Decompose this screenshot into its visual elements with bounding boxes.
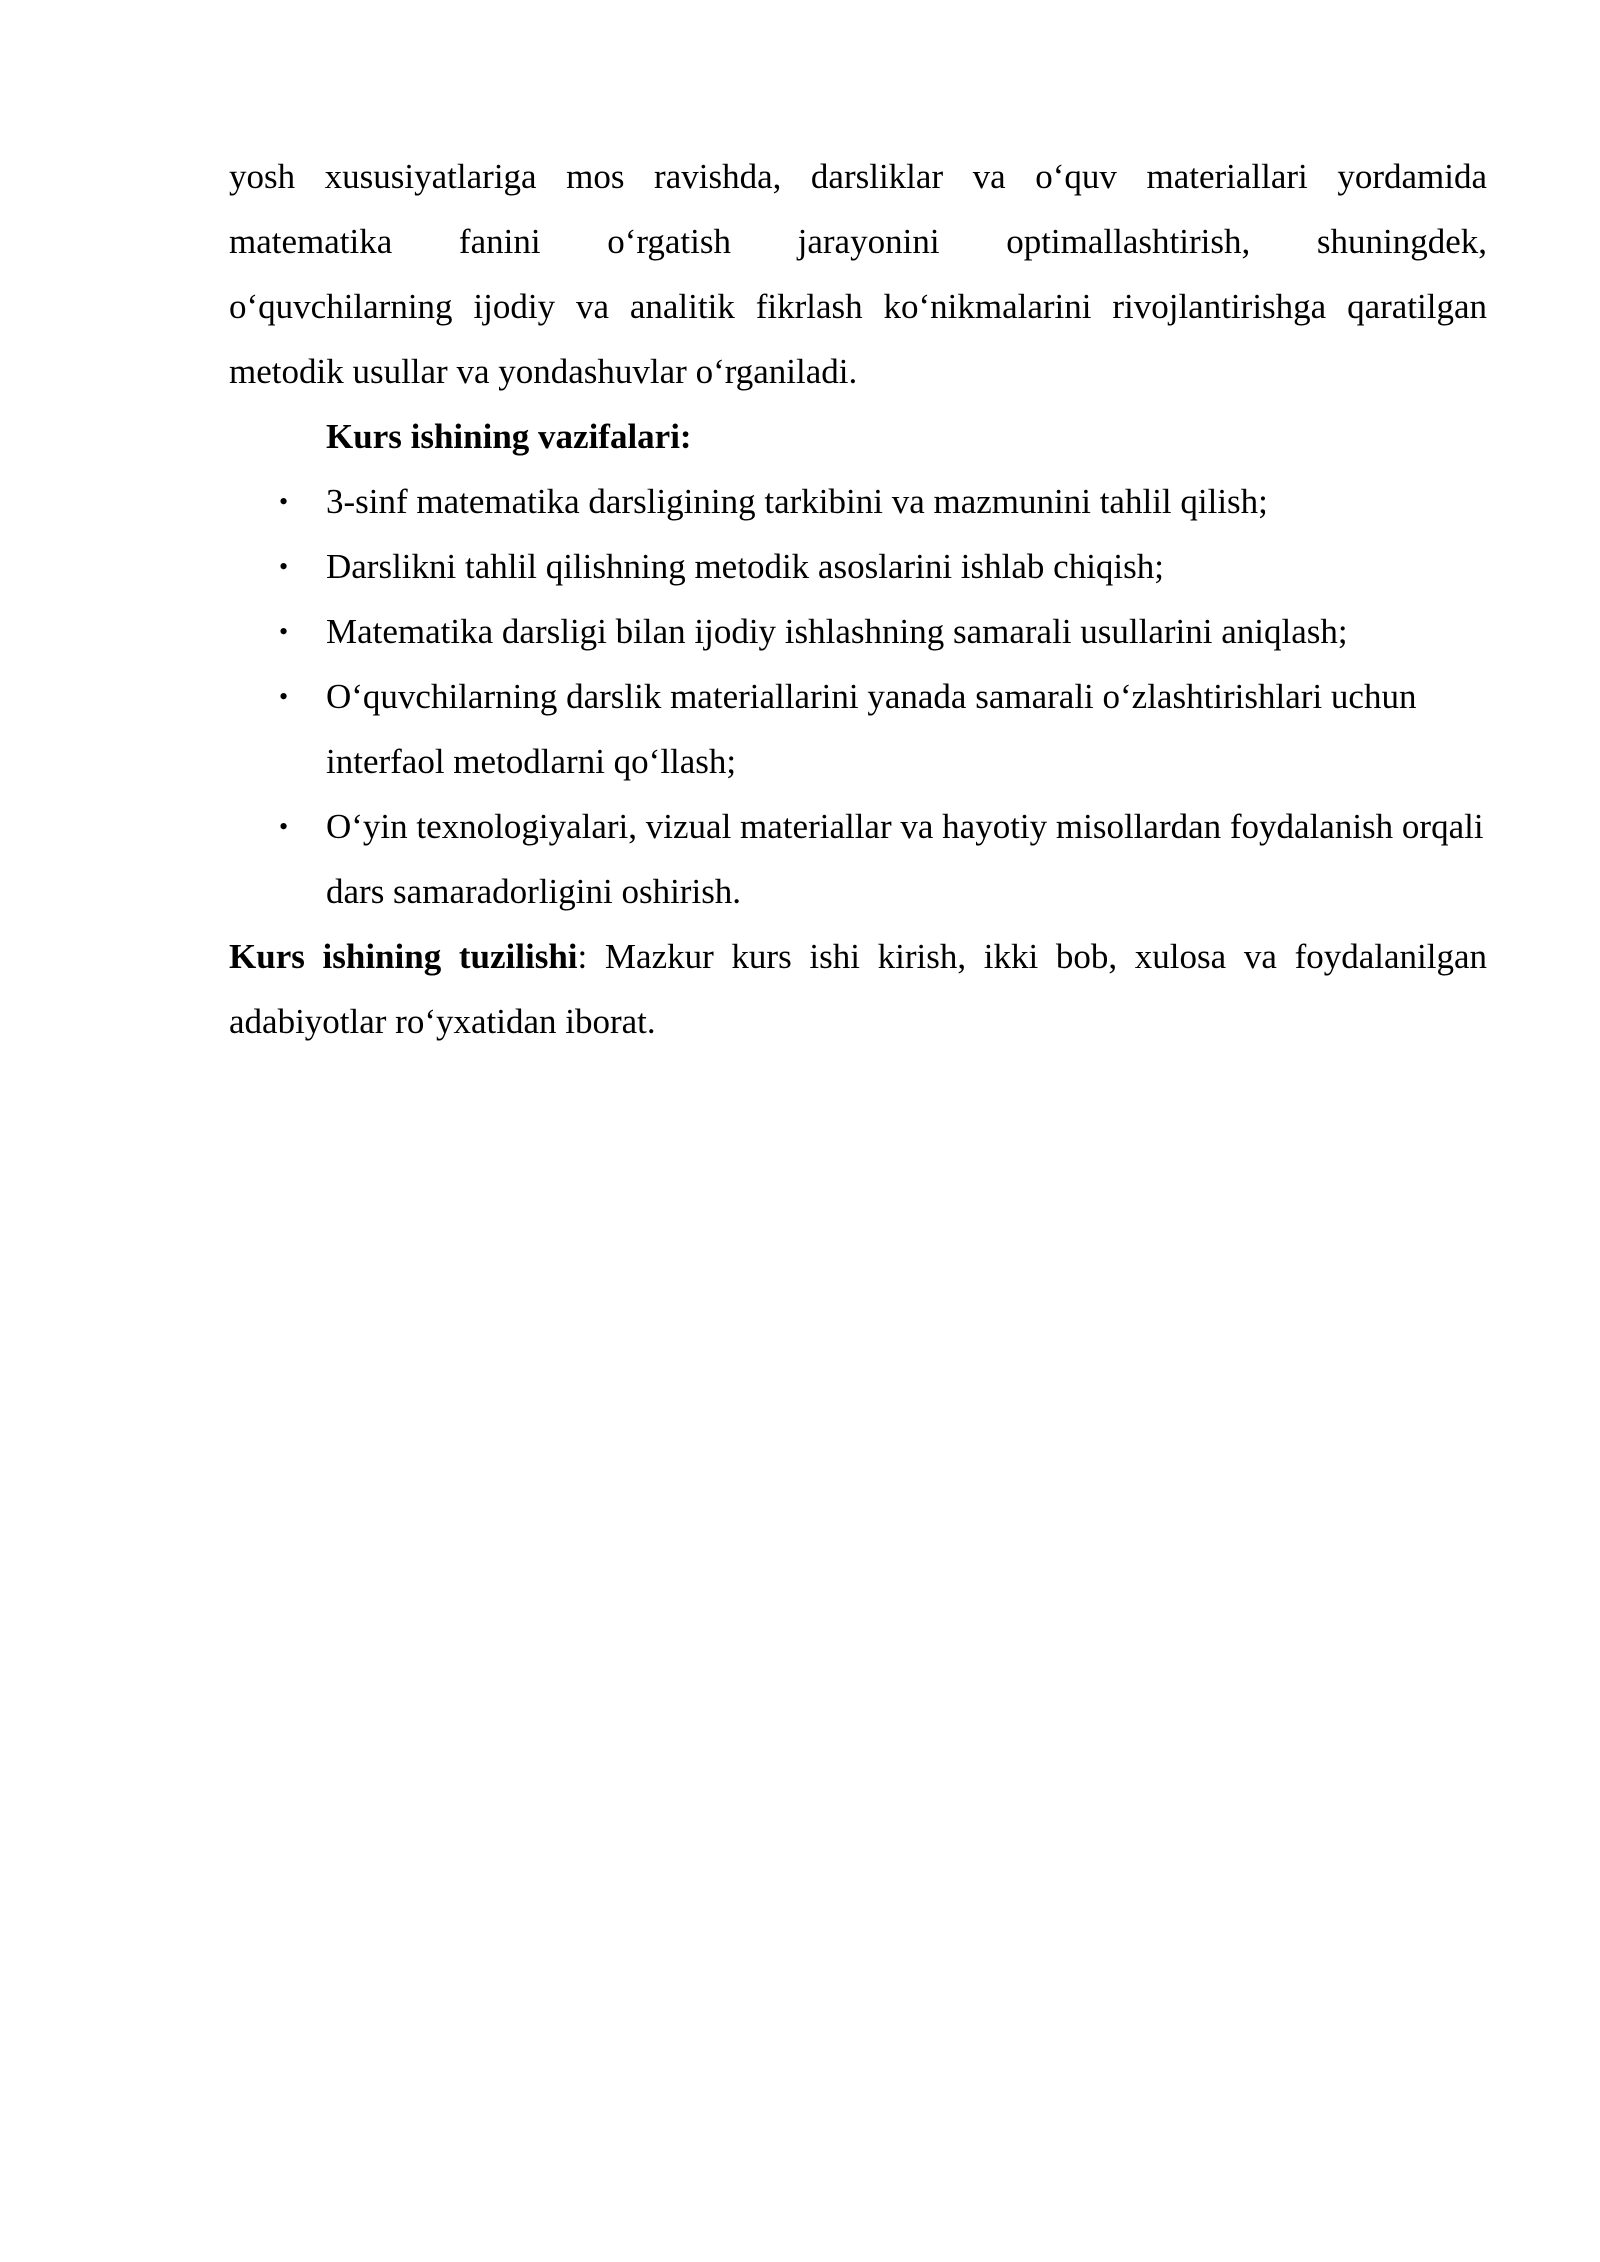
tasks-list bbox=[229, 469, 1487, 924]
bullet-icon: • bbox=[279, 617, 289, 646]
intro-line-2: matematika fanini o‘rgatish jarayonini optimallashtirish, shuningdek, bbox=[229, 222, 1487, 261]
structure-paragraph bbox=[229, 924, 1487, 1054]
intro-line-3: o‘quvchilarning ijodiy va analitik fikrlash ko‘nikmalarini rivojlantirishga qaratilgan bbox=[229, 287, 1487, 326]
bullet-icon: • bbox=[279, 552, 289, 581]
list-item bbox=[229, 534, 1506, 599]
list-item bbox=[229, 469, 1506, 534]
page-content bbox=[229, 144, 1487, 1054]
tasks-heading: Kurs ishining vazifalari: bbox=[326, 417, 692, 456]
structure-line-2: adabiyotlar ro‘yxatidan iborat. bbox=[229, 1002, 656, 1041]
list-item-text: Darslikni tahlil qilishning metodik asoslarini ishlab chiqish; bbox=[326, 547, 1164, 586]
bullet-icon: • bbox=[279, 487, 289, 516]
list-item-text: O‘yin texnologiyalari, vizual materiallar va hayotiy misollardan foydalanish orqali dars samaradorligini oshirish. bbox=[326, 807, 1484, 911]
structure-line-1 bbox=[229, 924, 1487, 989]
list-item-text: 3-sinf matematika darsligining tarkibini va mazmunini tahlil qilish; bbox=[326, 482, 1268, 521]
bullet-icon: • bbox=[279, 682, 289, 711]
list-item bbox=[229, 599, 1506, 664]
list-item-text: O‘quvchilarning darslik materiallarini yanada samarali o‘zlashtirishlari uchun interfaol metodlarni qo‘llash; bbox=[326, 677, 1417, 781]
intro-line-4: metodik usullar va yondashuvlar o‘rganiladi. bbox=[229, 352, 858, 391]
list-item bbox=[229, 794, 1506, 924]
intro-line-1: yosh xususiyatlariga mos ravishda, darsliklar va o‘quv materiallari yordamida bbox=[229, 157, 1487, 196]
list-item-text: Matematika darsligi bilan ijodiy ishlashning samarali usullarini aniqlash; bbox=[326, 612, 1348, 651]
structure-text-1: : Mazkur kurs ishi kirish, ikki bob, xulosa va foydalanilgan bbox=[577, 937, 1487, 976]
intro-paragraph bbox=[229, 144, 1487, 404]
list-item bbox=[229, 664, 1506, 794]
structure-label: Kurs ishining tuzilishi bbox=[229, 937, 578, 976]
bullet-icon: • bbox=[279, 812, 289, 841]
